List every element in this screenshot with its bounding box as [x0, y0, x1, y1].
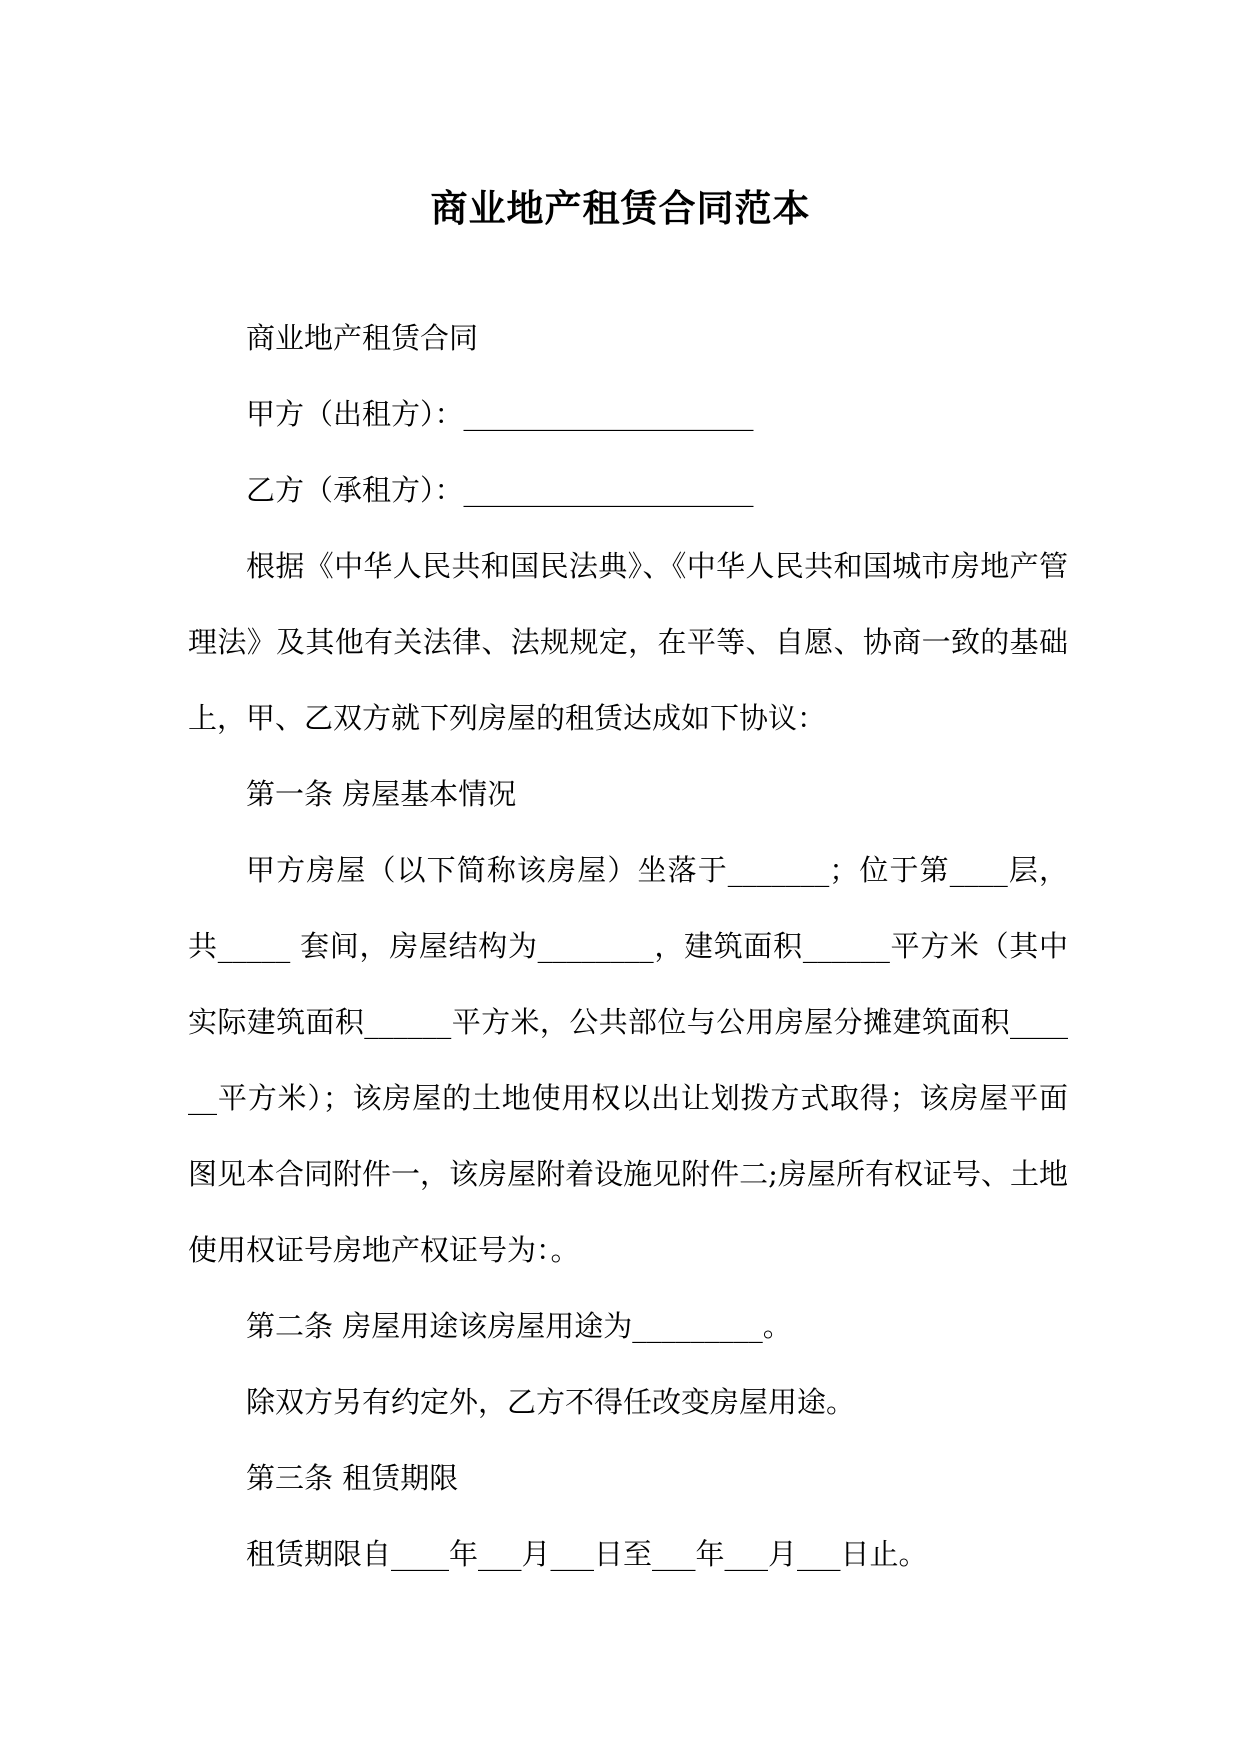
article-2-paragraph: 除双方另有约定外，乙方不得任改变房屋用途。	[246, 1385, 856, 1419]
party-a-line: 甲方（出租方）：____________________	[246, 397, 754, 431]
preamble-paragraph: 根据《中华人民共和国民法典》、《中华人民共和国城市房地产管理法》及其他有关法律、法规规定，在平等、自愿、协商一致的基础上，甲、乙双方就下列房屋的租赁达成如下协议：	[188, 549, 1068, 735]
article-1-paragraph: 甲方房屋（以下简称该房屋）坐落于_______；位于第____层，共_____ 套间，房屋结构为________，建筑面积______平方米（其中实际建筑面积______平方米，公共部位与公用房屋分摊建筑面积______平方米）；该房屋的土地使用权以出让划拨方式取得；该房屋平面图见本合同附件一，该房屋附着设施见附件二;房屋所有权证号、土地使用权证号房地产权证号为：。	[188, 853, 1068, 1267]
article-2-heading: 第二条 房屋用途该房屋用途为_________。	[246, 1309, 792, 1343]
document-body	[188, 300, 1068, 1592]
article-3-heading: 第三条 租赁期限	[246, 1461, 459, 1495]
party-b-line: 乙方（承租方）：____________________	[246, 473, 754, 507]
article-1-heading: 第一条 房屋基本情况	[246, 777, 517, 811]
article-3-paragraph: 租赁期限自____年___月___日至___年___月___日止。	[246, 1537, 928, 1571]
document-title: 商业地产租赁合同范本	[430, 186, 811, 230]
contract-heading: 商业地产租赁合同	[246, 321, 479, 355]
